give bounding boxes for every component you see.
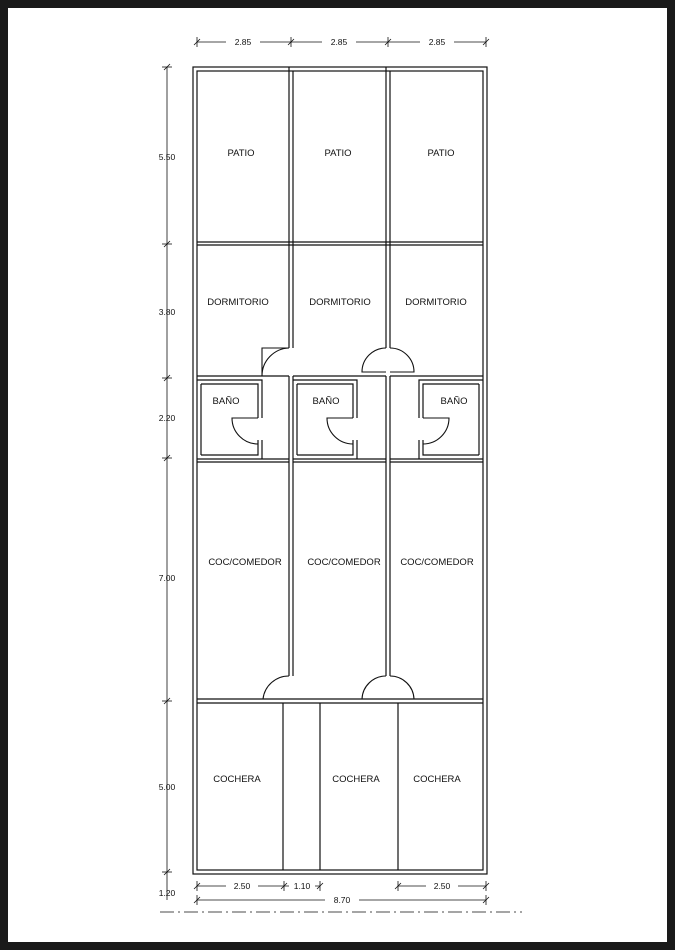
dimension-top-labels [226,36,454,47]
dim-left-dormitorio: 3.80 [158,307,176,317]
bathroom-walls [197,380,483,459]
dim-left-front: 1.20 [158,888,176,898]
dim-top-1: 2.85 [234,37,252,47]
room-label-bano-1: BAÑO [212,396,240,407]
room-label-bano-2: BAÑO [312,396,340,407]
dim-bottom-cochera-3: 2.50 [433,881,451,891]
dim-bottom-passage: 1.10 [293,881,311,891]
room-label-patio-2: PATIO [324,148,352,159]
dim-left-cochera: 5.00 [158,782,176,792]
dimension-bottom-labels [226,880,458,905]
dim-left-comedor: 7.00 [158,573,176,583]
room-label-bano-3: BAÑO [440,396,468,407]
dim-left-bano: 2.20 [158,413,176,423]
room-label-dormitorio-3: DORMITORIO [405,297,467,308]
dim-left-patio: 5.50 [158,152,176,162]
drawing-sheet [8,8,667,942]
floor-plan [8,8,667,942]
room-label-dormitorio-1: DORMITORIO [207,297,269,308]
doors [232,348,449,699]
room-label-patio-3: PATIO [427,148,455,159]
room-label-comedor-1: COC/COMEDOR [208,557,282,568]
room-label-comedor-3: COC/COMEDOR [400,557,474,568]
room-label-cochera-3: COCHERA [413,774,461,785]
dimension-left [162,64,172,900]
exterior-walls [193,67,487,874]
dim-top-2: 2.85 [330,37,348,47]
room-label-comedor-2: COC/COMEDOR [307,557,381,568]
room-label-patio-1: PATIO [227,148,255,159]
dim-bottom-cochera-1: 2.50 [233,881,251,891]
room-labels [207,148,474,785]
dim-top-3: 2.85 [428,37,446,47]
dim-bottom-total: 8.70 [333,895,351,905]
room-label-cochera-1: COCHERA [213,774,261,785]
room-label-dormitorio-2: DORMITORIO [309,297,371,308]
room-label-cochera-2: COCHERA [332,774,380,785]
